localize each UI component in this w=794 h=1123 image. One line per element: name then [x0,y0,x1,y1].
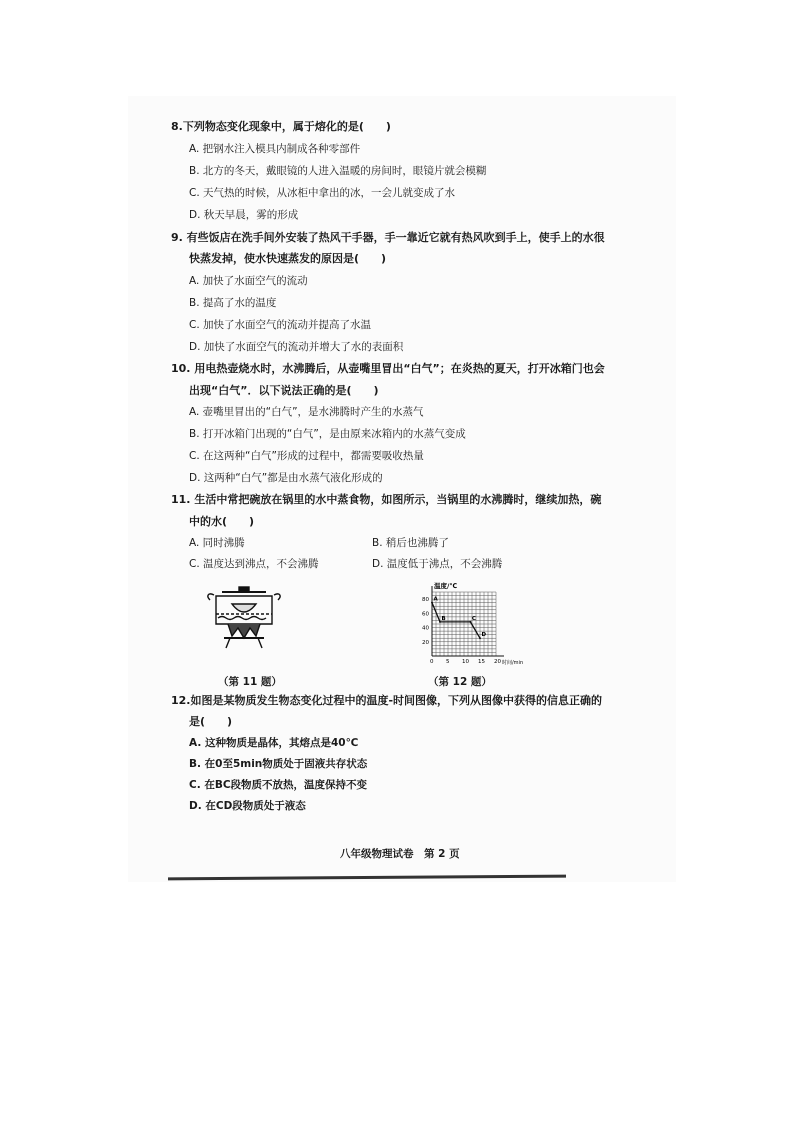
page-footer: 八年级物理试卷 第 2 页 [340,848,460,860]
chart-y-tick-label: 20 [422,639,429,646]
question-10-stem-line2: 出现“白气”．以下说法正确的是( ) [189,384,379,397]
temperature-time-chart [418,580,530,672]
question-12-option-c: C. 在BC段物质不放热，温度保持不变 [189,779,368,791]
chart-x-tick-label: 5 [446,659,450,665]
question-12-stem-line2: 是( ) [189,715,233,728]
question-8-option-d: D. 秋天早晨，雾的形成 [189,209,299,221]
question-11-option-d: D. 温度低于沸点，不会沸腾 [372,558,503,570]
chart-y-tick-label: 80 [422,597,429,604]
question-12-stem-line1: 12.如图是某物质发生物态变化过程中的温度-时间图像，下列从图像中获得的信息正确的 [171,694,603,707]
question-9-stem-line1: 9. 有些饭店在洗手间外安装了热风干手器，手一靠近它就有热风吹到手上，使手上的水很 [171,231,605,244]
question-8-option-b: B. 北方的冬天，戴眼镜的人进入温暖的房间时，眼镜片就会模糊 [189,165,487,177]
chart-point-label: B [441,615,446,622]
chart-series [431,597,487,640]
question-11-option-b: B. 稍后也沸腾了 [372,537,449,549]
figure-12-caption: （第 12 题） [428,676,492,688]
question-11-option-c: C. 温度达到沸点，不会沸腾 [189,558,319,570]
question-12-option-b: B. 在0至5min物质处于固液共存状态 [189,758,368,770]
question-11-stem-line2: 中的水( ) [189,515,255,528]
chart-x-axis-label: 时间/min [502,660,524,666]
chart-point-label: C [471,615,476,622]
question-8-option-a: A. 把钢水注入模具内制成各种零部件 [189,143,361,155]
question-10-option-b: B. 打开冰箱门出现的“白气”，是由原来冰箱内的水蒸气变成 [189,428,466,440]
figure-11-caption: （第 11 题） [218,676,282,688]
chart-y-tick-label: 40 [422,625,429,632]
question-9-stem-line2: 快蒸发掉，使水快速蒸发的原因是( ) [189,252,387,265]
chart-x-tick-label: 20 [494,659,501,665]
question-8-option-c: C. 天气热的时候，从冰柜中拿出的冰，一会儿就变成了水 [189,187,456,199]
question-11-option-a: A. 同时沸腾 [189,537,245,549]
question-10-option-d: D. 这两种“白气”都是由水蒸气液化形成的 [189,472,383,484]
steaming-pot-figure [204,586,284,656]
chart-point-label: A [433,596,438,603]
chart-y-tick-label: 60 [422,611,429,618]
question-10-option-c: C. 在这两种“白气”形成的过程中，都需要吸收热量 [189,450,424,462]
question-11-stem-line1: 11. 生活中常把碗放在锅里的水中蒸食物，如图所示，当锅里的水沸腾时，继续加热，碗 [171,493,602,506]
question-10-stem-line1: 10. 用电热壶烧水时，水沸腾后，从壶嘴里冒出“白气”；在炎热的夏天，打开冰箱门也会 [171,362,605,375]
question-12-option-a: A. 这种物质是晶体，其熔点是40℃ [189,737,359,749]
question-9-option-b: B. 提高了水的温度 [189,297,277,309]
question-8-stem: 8.下列物态变化现象中，属于熔化的是( ) [171,120,391,133]
chart-grid [432,592,496,656]
chart-point-label: D [481,632,487,639]
question-12-option-d: D. 在CD段物质处于液态 [189,800,306,812]
chart-x-tick-label: 15 [478,659,485,665]
question-9-option-c: C. 加快了水面空气的流动并提高了水温 [189,319,372,331]
chart-y-axis-label: 温度/℃ [434,582,458,590]
chart-x-tick-label: 0 [430,659,434,665]
chart-x-tick-label: 10 [462,659,469,665]
question-9-option-d: D. 加快了水面空气的流动并增大了水的表面积 [189,341,404,353]
question-9-option-a: A. 加快了水面空气的流动 [189,275,308,287]
question-10-option-a: A. 壶嘴里冒出的“白气”，是水沸腾时产生的水蒸气 [189,406,424,418]
